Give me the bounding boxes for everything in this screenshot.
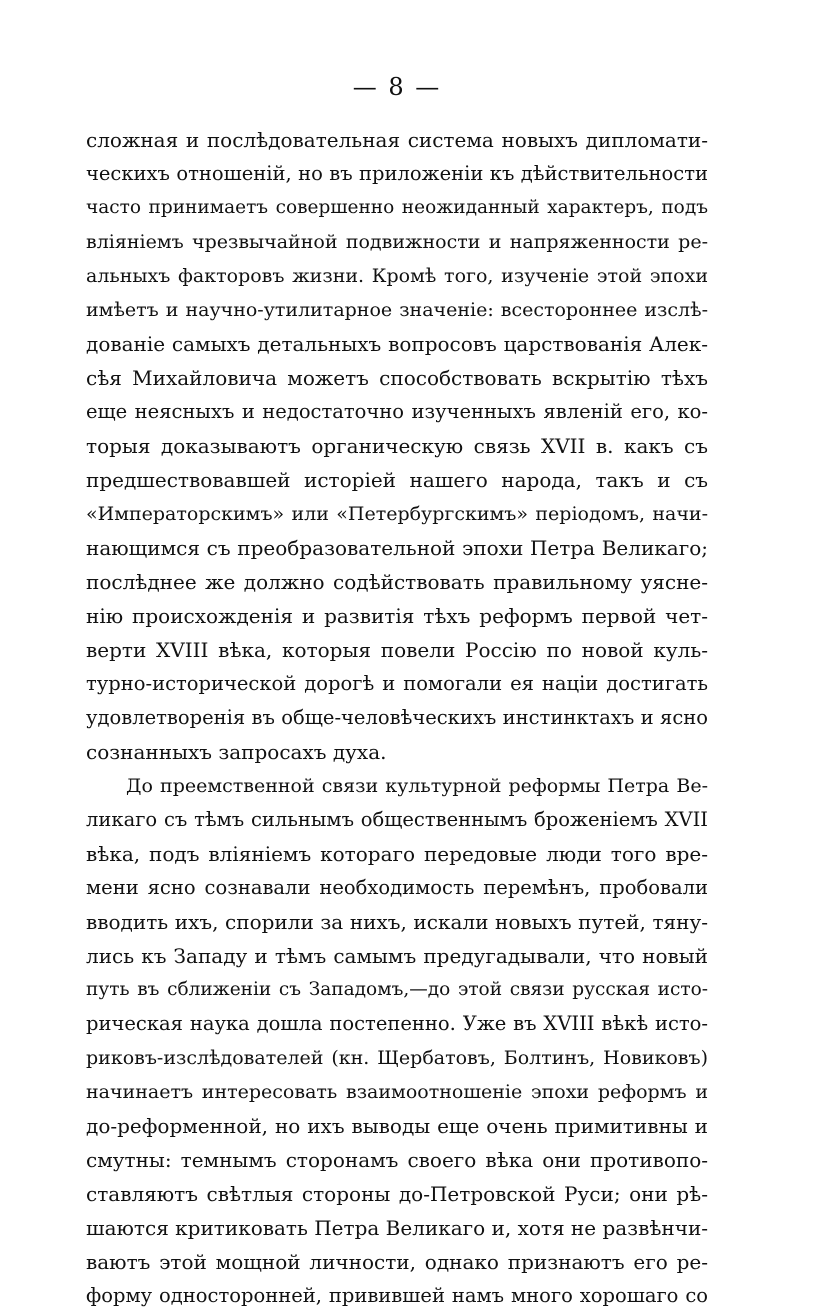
paragraph-1 — [86, 123, 708, 769]
text-line: ликаго съ тѣмъ сильнымъ общественнымъ броженіемъ XVII — [86, 808, 708, 831]
text-line: шаются критиковать Петра Великаго и, хотя не развѣнчи- — [86, 1216, 708, 1240]
text-line: еще неясныхъ и недостаточно изученныхъ явленій его, ко- — [86, 400, 708, 423]
text-line: риковъ-изслѣдователей (кн. Щербатовъ, Болтинъ, Новиковъ) — [86, 1047, 708, 1069]
text-line: вѣка, подъ вліяніемъ котораго передовые люди того вре- — [86, 842, 708, 866]
text-line: путь въ сближеніи съ Западомъ,—до этой связи русская исто- — [86, 979, 708, 1000]
text-line: нію происхожденія и развитія тѣхъ реформъ первой чет- — [86, 604, 708, 628]
paragraph-2 — [86, 769, 708, 1313]
text-line: форму односторонней, привившей намъ много хорошаго со — [86, 1284, 708, 1307]
text-line: нающимся съ преобразовательной эпохи Петра Великаго; — [86, 536, 708, 560]
text-line: имѣетъ и научно-утилитарное значеніе: всестороннее изслѣ- — [86, 299, 708, 321]
text-line: вводить ихъ, спорили за нихъ, искали новыхъ путей, тяну- — [86, 910, 708, 934]
text-line: «Императорскимъ» или «Петербургскимъ» періодомъ, начи- — [86, 503, 708, 525]
text-line: ваютъ этой мощной личности, однако признаютъ его ре- — [86, 1250, 708, 1274]
text-line: альныхъ факторовъ жизни. Кромѣ того, изученіе этой эпохи — [86, 265, 708, 287]
text-line: мени ясно сознавали необходимость перемѣнъ, пробовали — [86, 876, 708, 899]
text-line: дованіе самыхъ детальныхъ вопросовъ царствованія Алек- — [86, 332, 708, 356]
text-line: удовлетворенія въ обще-человѣческихъ инстинктахъ и ясно — [86, 706, 708, 729]
text-line: до-реформенной, но ихъ выводы еще очень примитивны и — [86, 1114, 708, 1138]
text-line: торыя доказываютъ органическую связь XVII в. какъ съ — [86, 434, 708, 458]
book-page — [86, 70, 708, 1313]
text-line: ставляютъ свѣтлыя стороны до-Петровской Руси; они рѣ- — [86, 1182, 708, 1206]
text-line: предшествовавшей исторіей нашего народа, такъ и съ — [86, 468, 708, 492]
text-line: послѣднее же должно содѣйствовать правильному уясне- — [86, 570, 708, 594]
text-line: сложная и послѣдовательная система новыхъ дипломати- — [86, 128, 708, 152]
text-line: ческихъ отношеній, но въ приложеніи къ дѣйствительности — [86, 162, 708, 185]
text-line: вліяніемъ чрезвычайной подвижности и напряженности ре- — [86, 231, 708, 253]
text-line: рическая наука дошла постепенно. Уже въ XVIII вѣкѣ исто- — [86, 1012, 708, 1035]
text-line: начинаетъ интересовать взаимоотношеніе эпохи реформъ и — [86, 1081, 708, 1103]
text-line: сѣя Михайловича можетъ способствовать вскрытію тѣхъ — [86, 366, 708, 390]
page-number: — 8 — — [352, 73, 442, 101]
text-line: часто принимаетъ совершенно неожиданный характеръ, подъ — [86, 197, 708, 218]
text-line: верти XVIII вѣка, которыя повели Россію по новой куль- — [86, 638, 708, 662]
text-line: До преемственной связи культурной реформы Петра Ве- — [126, 775, 708, 797]
text-line: лись къ Западу и тѣмъ самымъ предугадывали, что новый — [86, 944, 708, 968]
text-line: смутны: темнымъ сторонамъ своего вѣка они противопо- — [86, 1148, 708, 1172]
text-line: сознанныхъ запросахъ духа. — [86, 740, 387, 764]
text-line: турно-исторической дорогѣ и помогали ея націи достигать — [86, 672, 708, 695]
